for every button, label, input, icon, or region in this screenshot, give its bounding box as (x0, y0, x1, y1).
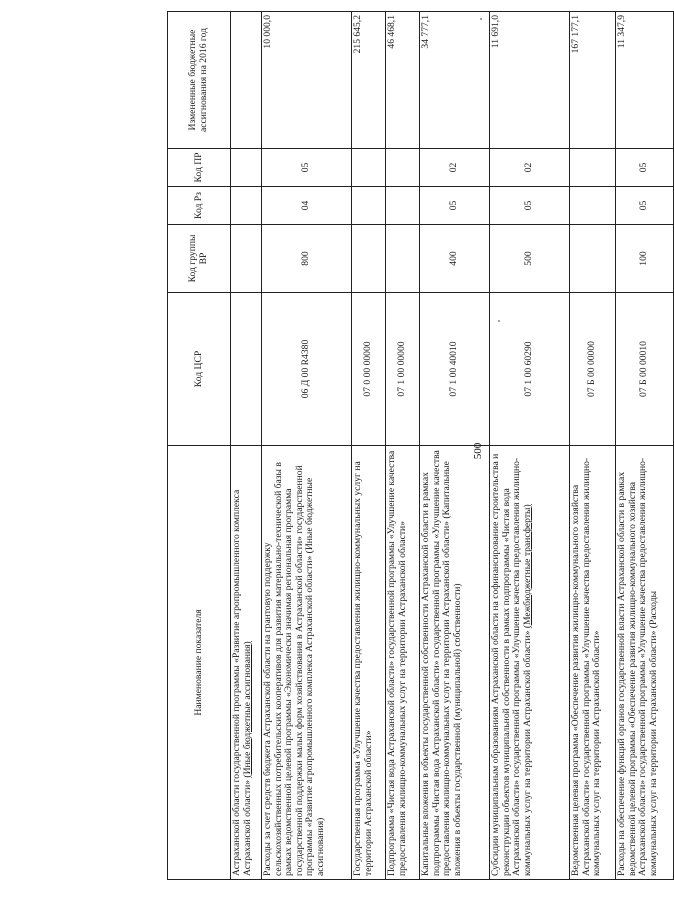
row-csr: 07 0 00 00000 (352, 293, 386, 446)
header-pr: Код ПР (168, 149, 231, 187)
row-rz (352, 187, 386, 225)
row-note: (Межбюджетные трансферты) (521, 504, 533, 629)
row-name: Расходы за счет средств бюджета Астраханской области на грантовую поддержку сельскохозяйственных потребительских кооперативов для развития материально-технической базы в рамках ведомственной целевой программы «Экономически значимая региональная программа государственной поддержки малых форм хозяйствования в Астраханской области» государственной программы «Развитие агропромышленного комплекса Астраханской области» (Иные бюджетные ассигнования) (262, 446, 352, 880)
row-vr: 800 (262, 225, 352, 293)
row-vr (570, 225, 616, 293)
row-amount: 215 645,2 (352, 12, 386, 149)
row-rz: 05 (490, 187, 570, 225)
page-number: 500 (472, 442, 484, 460)
header-vr: Код группы ВР (168, 225, 231, 293)
row-csr: 07 1 00 60290 (490, 293, 570, 446)
row-amount (231, 12, 262, 149)
table-row (490, 12, 570, 880)
table-row (386, 12, 420, 880)
row-pr (386, 149, 420, 187)
row-csr: 07 Б 00 00010 (616, 293, 674, 446)
row-rz: 04 (262, 187, 352, 225)
row-csr: 07 1 00 00000 (386, 293, 420, 446)
row-pr (352, 149, 386, 187)
row-rz (386, 187, 420, 225)
row-vr: 500 (490, 225, 570, 293)
row-amount: 46 468,1 (386, 12, 420, 149)
table-row (231, 12, 262, 880)
header-name: Наименование показателя (168, 446, 231, 880)
row-name: Государственная программа «Улучшение качества предоставления жилищно-коммунальных услуг на территории Астраханской области» (352, 446, 386, 880)
row-vr (231, 225, 262, 293)
table-row (420, 12, 490, 880)
row-amount: 11 691,0 (490, 12, 570, 149)
table-row (352, 12, 386, 880)
table-header-row (168, 12, 231, 880)
table-row (570, 12, 616, 880)
row-name (490, 446, 570, 880)
row-name: Подпрограмма «Чистая вода Астраханской области» государственной программы «Улучшение качества предоставления жилищно-коммунальных услуг на территории Астраханской области» (386, 446, 420, 880)
row-amount: 167 177,1 (570, 12, 616, 149)
header-amount: Измененные бюджетные ассигнования на 2016 год (168, 12, 231, 149)
row-amount: 34 777,1 (420, 12, 490, 149)
row-vr: 100 (616, 225, 674, 293)
row-name-text: Астраханской области государственной программы «Развитие агропромышленного комплекса Астраханской области» (231, 489, 253, 876)
table-row (616, 12, 674, 880)
row-vr: 400 (420, 225, 490, 293)
rotated-table-wrapper (167, 12, 659, 880)
row-pr: 05 (616, 149, 674, 187)
row-pr: 02 (420, 149, 490, 187)
row-csr: 07 Б 00 00000 (570, 293, 616, 446)
budget-table (167, 11, 674, 880)
row-amount: 11 347,9 (616, 12, 674, 149)
row-name-text: Субсидии муниципальным образованиям Астраханской области на софинансирование строительства и реконструкции объектов муниципальной собственности в рамках подпрограммы «Чистая вода Астраханской области» государственной программы «Улучшение качества предоставления жилищно-коммунальных услуг на территории Астраханской области» (490, 453, 533, 876)
row-name: Капитальные вложения в объекты государственной собственности Астраханской области в рамках подпрограммы «Чистая вода Астраханской области» государственной программы «Улучшение качества предоставления жилищно-коммунальных услуг на территории Астраханской области» (Капитальные вложения в объекты государственной (муниципальной) собственности) (420, 446, 490, 880)
row-rz (570, 187, 616, 225)
row-rz (231, 187, 262, 225)
row-pr (570, 149, 616, 187)
table-row (262, 12, 352, 880)
row-pr (231, 149, 262, 187)
row-pr: 02 (490, 149, 570, 187)
header-csr: Код ЦСР (168, 293, 231, 446)
row-rz: 05 (616, 187, 674, 225)
row-csr: 07 1 00 40010 (420, 293, 490, 446)
row-vr (386, 225, 420, 293)
row-csr (231, 293, 262, 446)
row-amount: 10 000,0 (262, 12, 352, 149)
row-name: Ведомственная целевая программа «Обеспечение развития жилищно-коммунального хозяйства Астраханской области» государственной программы «Улучшение качества предоставления жилищно-коммунальных услуг на территории Астраханской области» (570, 446, 616, 880)
row-note: (Иные бюджетные ассигнования) (241, 641, 253, 778)
row-rz: 05 (420, 187, 490, 225)
row-name: Расходы на обеспечение функций органов государственной власти Астраханской области в рамках ведомственной целевой программы «Обеспечение развития жилищно-коммунального хозяйства Астраханской области» государственной программы «Улучшение качества предоставления жилищно-коммунальных услуг на территории Астраханской области» (Расходы (616, 446, 674, 880)
row-name (231, 446, 262, 880)
row-pr: 05 (262, 149, 352, 187)
row-vr (352, 225, 386, 293)
header-rz: Код Рз (168, 187, 231, 225)
row-csr: 06 Д 00 R4380 (262, 293, 352, 446)
